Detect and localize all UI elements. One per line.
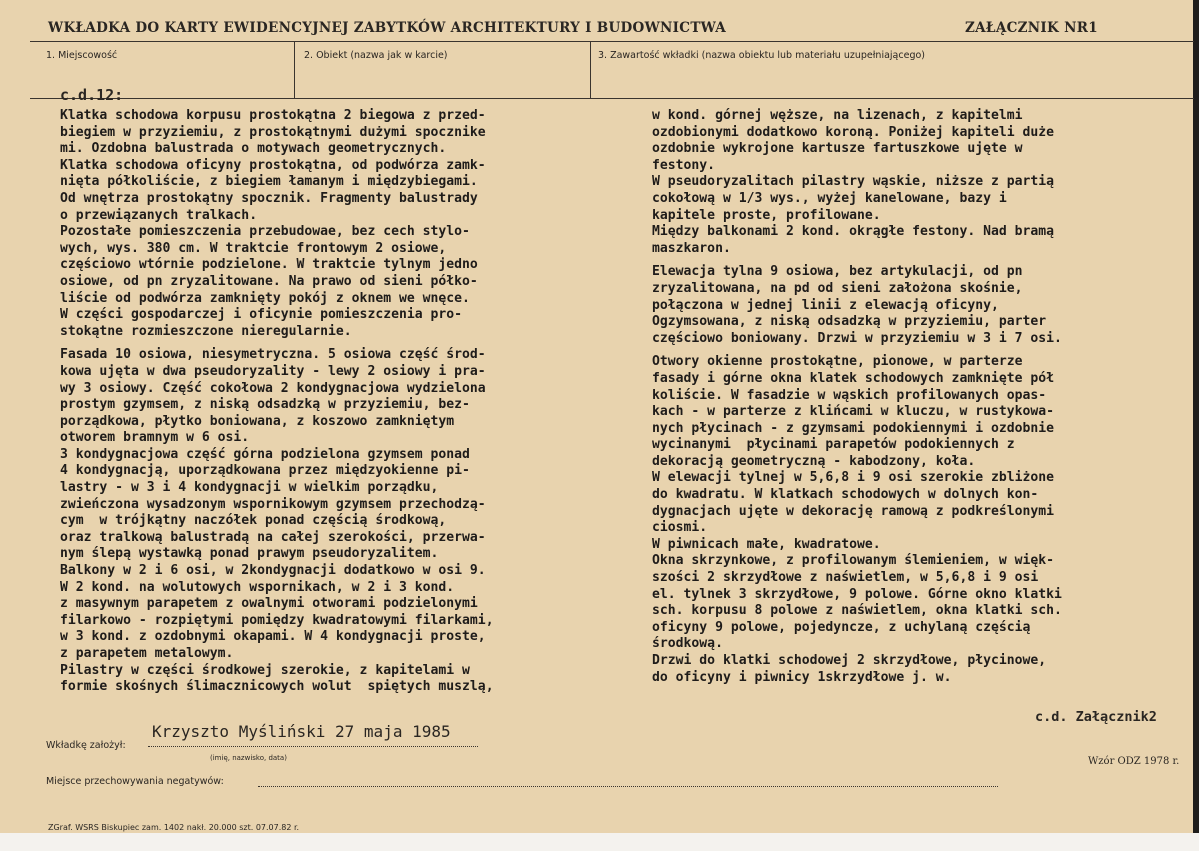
text-line: Między balkonami 2 kond. okrągłe festony. Nad bramą <box>652 224 1055 240</box>
text-line <box>60 340 494 347</box>
text-line: nych płycinach - z gzymsami podokiennymi i ozdobnie <box>652 420 1055 436</box>
column-divider-2 <box>590 41 591 98</box>
scan-edge-right <box>1193 0 1199 851</box>
prepared-by-label: Wkładkę założył: <box>46 740 126 751</box>
header-bottom-rule <box>30 98 1194 99</box>
text-line: filarkowo - rozpiętymi pomiędzy kwadratowymi filarkami, <box>60 612 494 628</box>
text-line: cokołową w 1/3 wys., wyżej kanelowane, bazy i <box>652 190 1007 206</box>
text-line: kapitele proste, profilowane. <box>652 207 881 223</box>
header-top-rule <box>30 41 1194 42</box>
text-line: do oficyny i piwnicy 1skrzydłowe j. w. <box>652 669 952 685</box>
text-line: częściowo boniowany. Drzwi w przyziemiu w 3 i 7 osi. <box>652 330 1062 346</box>
text-line: prostym gzymsem, z niską odsadzką w przyziemiu, bez- <box>60 397 470 413</box>
column-divider-1 <box>294 41 295 98</box>
text-line: 3 kondygnacjowa część górna podzielona gzymsem ponad <box>60 446 470 462</box>
text-line <box>652 257 1062 264</box>
text-line: dygnacjach ujęte w dekorację ramową z podkreślonymi <box>652 503 1055 519</box>
text-line: ciosmi. <box>652 520 708 536</box>
text-line: Klatka schodowa korpusu prostokątna 2 biegowa z przed- <box>60 108 486 123</box>
header-object: 2. Obiekt (nazwa jak w karcie) <box>304 50 448 61</box>
text-line: zwieńczona wysadzonym wspornikowym gzymsem przechodzą- <box>60 496 486 512</box>
negatives-storage-dotted-line <box>258 786 998 787</box>
print-info: ZGraf. WSRS Biskupiec zam. 1402 nakł. 20.000 szt. 07.07.82 r. <box>48 823 300 832</box>
text-line: Fasada 10 osiowa, niesymetryczna. 5 osiowa część środ- <box>60 347 486 363</box>
text-line: biegiem w przyziemiu, z prostokątnymi dużymi spocznike <box>60 124 486 140</box>
text-line: środkową. <box>652 636 723 652</box>
text-line: liście od podwórza zamknięty pokój z oknem we wnęce. <box>60 290 470 306</box>
text-line: formie skośnych ślimacznicowych wolut spiętych muszlą, <box>60 679 494 695</box>
text-line: el. tylnek 3 skrzydłowe, 9 polowe. Górne okno klatki <box>652 586 1062 602</box>
text-line: ozdobnie wykrojone kartusze fartuszkowe ujęte w <box>652 141 1023 157</box>
prepared-by-hint: (imię, nazwisko, data) <box>210 754 287 762</box>
text-line: oraz tralkową balustradą na całej szerokości, przerwa- <box>60 529 486 545</box>
header-contents: 3. Zawartość wkładki (nazwa obiektu lub materiału uzupełniającego) <box>598 50 925 61</box>
continuation-label: c.d.12: <box>60 86 124 104</box>
form-id: Wzór ODZ 1978 r. <box>1088 756 1180 767</box>
description-right-column <box>652 108 1062 686</box>
text-line: 4 kondygnacją, uporządkowana przez międzyokienne pi- <box>60 463 470 479</box>
text-line: W piwnicach małe, kwadratowe. <box>652 536 881 552</box>
text-line: szości 2 skrzydłowe z naświetlem, w 5,6,8 i 9 osi <box>652 570 1039 586</box>
text-line: nym ślepą wystawką ponad prawym pseudoryzalitem. <box>60 546 439 562</box>
text-line: W 2 kond. na wolutowych wspornikach, w 2 i 3 kond. <box>60 579 455 595</box>
text-line: osiowe, od pn zryzalitowane. Na prawo od sieni półko- <box>60 273 478 289</box>
text-line: w kond. górnej węższe, na lizenach, z kapitelmi <box>652 108 1023 123</box>
text-line: Pozostałe pomieszczenia przebudowae, bez cech stylo- <box>60 224 470 240</box>
text-line: sch. korpusu 8 polowe z naświetlem, okna klatki sch. <box>652 603 1062 619</box>
text-line: W pseudoryzalitach pilastry wąskie, niższe z partią <box>652 174 1055 190</box>
text-line: w 3 kond. z ozdobnymi okapami. W 4 kondygnacji proste, <box>60 629 486 645</box>
continuation-end: c.d. Załącznik2 <box>1035 709 1157 725</box>
text-line: stokątne rozmieszczone nieregularnie. <box>60 323 352 339</box>
text-line: W części gospodarczej i oficynie pomieszczenia pro- <box>60 307 463 323</box>
text-line: Elewacja tylna 9 osiowa, bez artykulacji, od pn <box>652 264 1023 280</box>
header-locality: 1. Miejscowość <box>46 50 118 61</box>
text-line: ozdobionymi dodatkowo koroną. Poniżej kapiteli duże <box>652 124 1055 140</box>
text-line: porządkowa, płytko boniowana, z koszowo zamkniętym <box>60 413 455 429</box>
text-line: Balkony w 2 i 6 osi, w 2kondygnacji dodatkowo w osi 9. <box>60 563 486 579</box>
text-line: zryzalitowana, na pd od sieni założona skośnie, <box>652 280 1023 296</box>
prepared-by-dotted-line <box>148 746 478 747</box>
negatives-storage-label: Miejsce przechowywania negatywów: <box>46 776 224 787</box>
text-line: Drzwi do klatki schodowej 2 skrzydłowe, płycinowe, <box>652 653 1047 668</box>
text-line: Pilastry w części środkowej szerokie, z kapitelami w <box>60 662 470 678</box>
text-line: z parapetem metalowym. <box>60 646 234 661</box>
text-line: częściowo wtórnie podzielone. W traktcie tylnym jedno <box>60 257 478 273</box>
text-line: otworem bramnym w 6 osi. <box>60 430 250 446</box>
text-line: do kwadratu. W klatkach schodowych w dolnych kon- <box>652 487 1039 503</box>
text-line: fasady i górne okna klatek schodowych zamknięte pół <box>652 370 1055 386</box>
text-line: cym w trójkątny naczółek ponad częścią środkową, <box>60 513 447 529</box>
text-line: o przewiązanych tralkach. <box>60 207 258 223</box>
text-line: Od wnętrza prostokątny spocznik. Fragmenty balustrady <box>60 190 478 206</box>
text-line: wych, wys. 380 cm. W traktcie frontowym 2 osiowe, <box>60 240 447 256</box>
text-line: koliście. W fasadzie w wąskich profilowanych opas- <box>652 387 1047 403</box>
text-line: kach - w parterze z klińcami w kluczu, w rustykowa- <box>652 404 1055 420</box>
text-line: festony. <box>652 157 716 173</box>
text-line: wycinanymi płycinami parapetów podokiennych z <box>652 437 1015 453</box>
text-line: dekoracją geometryczną - kabodzony, koła. <box>652 453 976 469</box>
text-line: wy 3 osiowy. Część cokołowa 2 kondygnacjowa wydzielona <box>60 380 486 396</box>
text-line: kowa ujęta w dwa pseudoryzality - lewy 2 osiowy i pra- <box>60 363 486 379</box>
text-line: nięta półkoliście, z biegiem łamanym i międzybiegami. <box>60 174 478 190</box>
prepared-by-value: Krzyszto Myśliński 27 maja 1985 <box>152 722 451 741</box>
scan-edge-bottom <box>0 833 1199 851</box>
text-line: Otwory okienne prostokątne, pionowe, w parterze <box>652 354 1023 370</box>
text-line: z masywnym parapetem z owalnymi otworami podzielonymi <box>60 596 478 612</box>
text-line: W elewacji tylnej w 5,6,8 i 9 osi szerokie zbliżone <box>652 470 1055 486</box>
description-left-column <box>60 108 494 696</box>
text-line: Ogzymsowana, z niską odsadzką w przyziemiu, parter <box>652 314 1047 330</box>
text-line: maszkaron. <box>652 240 731 256</box>
text-line: lastry - w 3 i 4 kondygnacji w wielkim porządku, <box>60 480 439 496</box>
text-line: Klatka schodowa oficyny prostokątna, od podwórza zamk- <box>60 157 486 173</box>
text-line: połączona w jednej linii z elewacją oficyny, <box>652 297 999 313</box>
form-title: WKŁADKA DO KARTY EWIDENCYJNEJ ZABYTKÓW ARCHITEKTURY I BUDOWNICTWA <box>48 20 727 36</box>
text-line: Okna skrzynkowe, z profilowanym ślemieniem, w więk- <box>652 553 1055 569</box>
text-line: mi. Ozdobna balustrada o motywach geometrycznych. <box>60 141 447 157</box>
text-line: oficyny 9 polowe, pojedyncze, z uchylaną częścią <box>652 619 1031 635</box>
attachment-number: ZAŁĄCZNIK NR1 <box>965 20 1098 36</box>
text-line <box>652 347 1062 354</box>
